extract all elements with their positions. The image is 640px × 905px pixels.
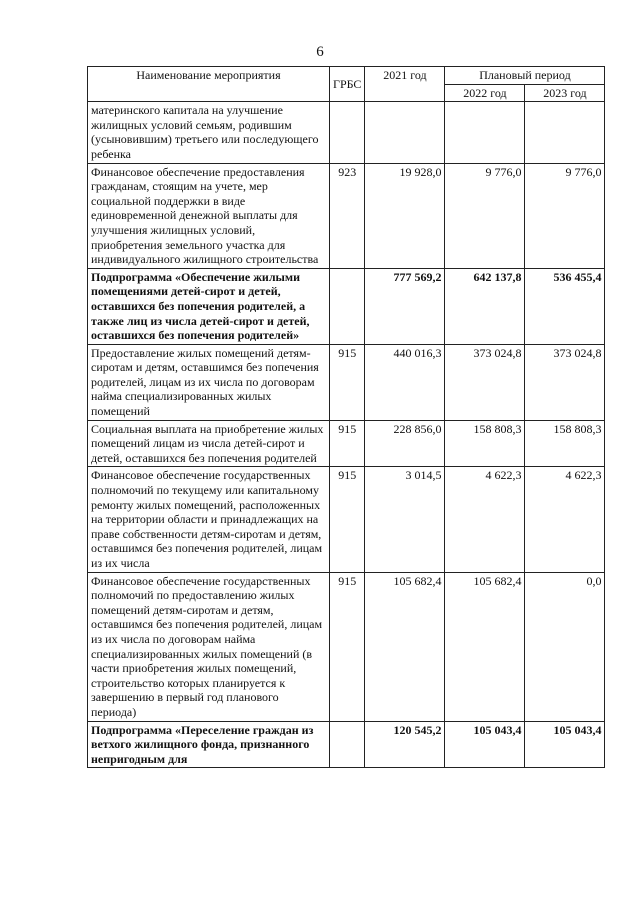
row-name: Финансовое обеспечение государственных полномочий по текущему или капитальному ремонту жилых помещений, расположенных на территории области и принадлежащих на праве собственности детям-сиротам и детям, оставшимся без попечения родителей, лицам из их числа [88,467,330,572]
row-2021: 120 545,2 [365,721,445,768]
header-planned-period: Плановый период [445,67,605,85]
row-name: Социальная выплата на приобретение жилых помещений лицам из числа детей-сирот и детей, оставшихся без попечения родителей [88,420,330,467]
row-2023 [525,102,605,163]
row-grbs: 915 [330,344,365,420]
header-2023: 2023 год [525,84,605,102]
row-2022: 642 137,8 [445,268,525,344]
row-2023: 158 808,3 [525,420,605,467]
subprogram-row [88,721,605,768]
row-grbs: 915 [330,420,365,467]
header-2022: 2022 год [445,84,525,102]
row-2022: 373 024,8 [445,344,525,420]
row-2021: 3 014,5 [365,467,445,572]
table-row [88,102,605,163]
row-2023: 4 622,3 [525,467,605,572]
table-row [88,420,605,467]
row-grbs: 915 [330,572,365,721]
header-grbs: ГРБС [330,67,365,102]
row-name: материнского капитала на улучшение жилищных условий семьям, родившим (усыновившим) третьего или последующего ребенка [88,102,330,163]
row-2021: 440 016,3 [365,344,445,420]
row-name: Подпрограмма «Переселение граждан из ветхого жилищного фонда, признанного непригодным для [88,721,330,768]
header-2021: 2021 год [365,67,445,102]
row-2021: 105 682,4 [365,572,445,721]
row-2022 [445,102,525,163]
row-2023: 536 455,4 [525,268,605,344]
subprogram-row [88,268,605,344]
row-grbs: 923 [330,163,365,268]
row-2023: 105 043,4 [525,721,605,768]
row-2021 [365,102,445,163]
row-2022: 158 808,3 [445,420,525,467]
row-2022: 105 682,4 [445,572,525,721]
row-2021: 19 928,0 [365,163,445,268]
row-2022: 105 043,4 [445,721,525,768]
header-row [88,67,605,85]
row-2022: 9 776,0 [445,163,525,268]
table-row [88,344,605,420]
row-2022: 4 622,3 [445,467,525,572]
row-name: Финансовое обеспечение государственных полномочий по предоставлению жилых помещений детям-сиротам и детям, оставшимся без попечения родителей, лицам из их числа по договорам найма специализированных жилых помещений (в части приобретения жилых помещений, строительство которых планируется к завершению в первый год планового периода) [88,572,330,721]
row-2021: 777 569,2 [365,268,445,344]
row-grbs [330,268,365,344]
table-row [88,572,605,721]
table-row [88,163,605,268]
row-name: Предоставление жилых помещений детям-сиротам и детям, оставшимся без попечения родителей, лицам из их числа по договорам найма специализированных жилых помещений [88,344,330,420]
row-2021: 228 856,0 [365,420,445,467]
row-grbs: 915 [330,467,365,572]
budget-table [87,66,605,768]
header-name: Наименование мероприятия [88,67,330,102]
row-name: Подпрограмма «Обеспечение жилыми помещениями детей-сирот и детей, оставшихся без попечения родителей, а также лиц из числа детей-сирот и детей, оставшихся без попечения родителей» [88,268,330,344]
row-2023: 9 776,0 [525,163,605,268]
row-grbs [330,721,365,768]
row-2023: 0,0 [525,572,605,721]
row-name: Финансовое обеспечение предоставления гражданам, стоящим на учете, мер социальной поддержки в виде единовременной денежной выплаты для улучшения жилищных условий, приобретения земельного участка для индивидуального жилищного строительства [88,163,330,268]
table-row [88,467,605,572]
row-grbs [330,102,365,163]
row-2023: 373 024,8 [525,344,605,420]
page-number: 6 [316,44,324,60]
